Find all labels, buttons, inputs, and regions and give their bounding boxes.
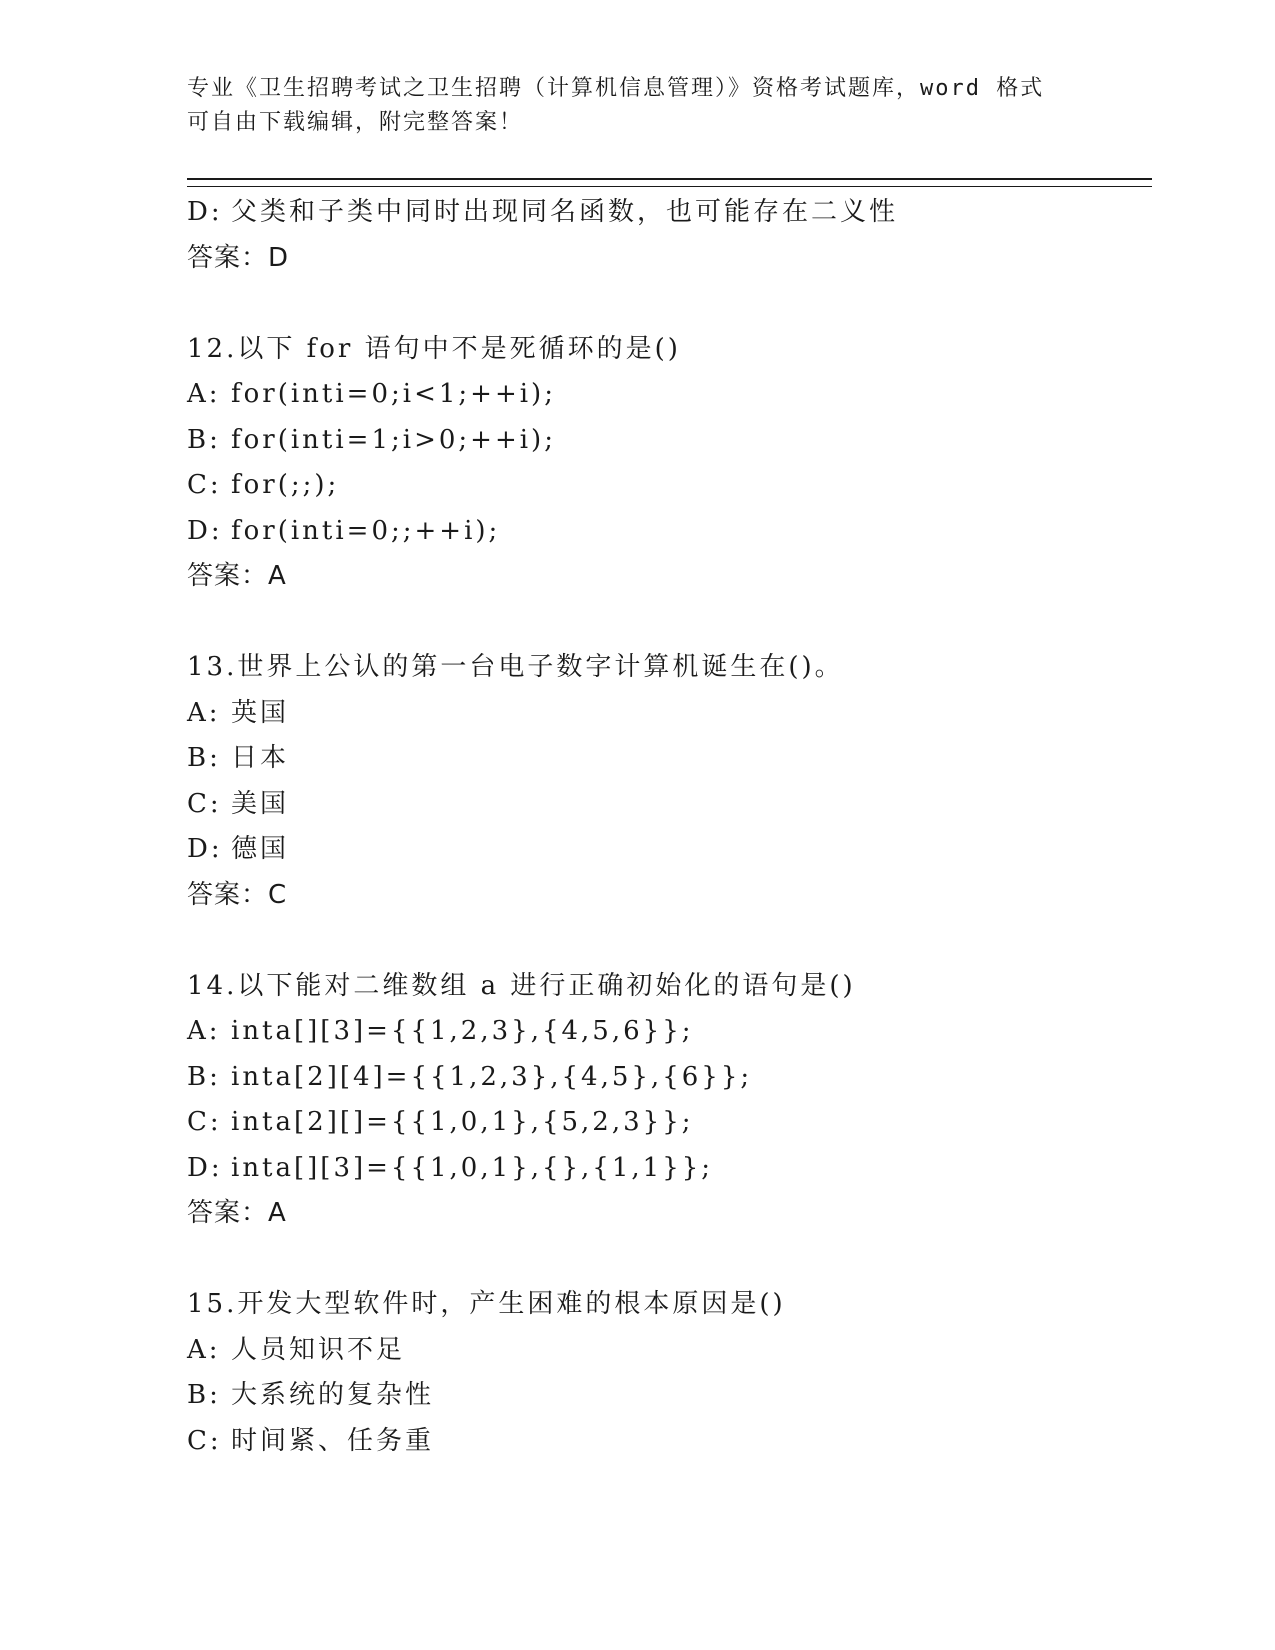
option-key: A: [187,1016,221,1046]
option-text: for(inti=1;i>0;++i); [231,424,556,455]
question-stem: 14.以下能对二维数组 a 进行正确初始化的语句是() [187,970,856,1001]
answer-label: 答案： [187,561,269,591]
option-text: 时间紧、任务重 [231,1425,435,1456]
option-key: A: [187,379,221,409]
question-stem: 15.开发大型软件时，产生困难的根本原因是() [187,1289,786,1319]
answer-label: 答案： [187,879,269,910]
answer-value: D [268,242,290,273]
answer-value: C [268,879,288,910]
option-key: D: [187,1152,223,1183]
option-text: inta[2][4]={{1,2,3},{4,5},{6}}; [231,1061,753,1092]
answer-line [187,554,1152,600]
option-key: C: [187,1107,222,1137]
answer-value: A [268,1198,287,1228]
option-c [187,782,1152,828]
page-header [187,72,1087,140]
option-text: inta[][3]={{1,0,1},{},{1,1}}; [231,1152,714,1183]
header-line-1: 专业《卫生招聘考试之卫生招聘（计算机信息管理）》资格考试题库，word 格式 [187,76,1045,101]
option-d [187,1146,1152,1192]
question-block-11 [187,190,1152,281]
option-b [187,736,1152,782]
answer-label: 答案： [187,242,269,273]
option-c [187,463,1152,509]
header-line-2: 可自由下载编辑，附完整答案！ [187,110,524,135]
option-key: A: [187,1334,221,1365]
option-key: B: [187,1061,221,1092]
option-key: C: [187,470,222,500]
option-b [187,1373,1152,1419]
header-divider [187,178,1152,187]
question-list [187,190,1152,1464]
option-key: D: [187,515,223,546]
option-a [187,372,1152,418]
option-text: 大系统的复杂性 [231,1380,435,1410]
option-text: inta[][3]={{1,2,3},{4,5,6}}; [231,1016,694,1046]
answer-label: 答案： [187,1198,269,1228]
option-key: D: [187,834,223,864]
option-c [187,1419,1152,1465]
answer-line [187,1191,1152,1237]
option-key: B: [187,1380,221,1410]
answer-line [187,873,1152,919]
option-a [187,1328,1152,1374]
option-d [187,827,1152,873]
option-a [187,691,1152,737]
option-b [187,418,1152,464]
option-a [187,1009,1152,1055]
option-d [187,509,1152,555]
option-key: A: [187,697,221,728]
option-text: 日本 [231,743,290,773]
option-text: for(;;); [231,470,340,500]
question-block-13 [187,645,1152,918]
option-key: C: [187,1425,222,1456]
answer-line [187,236,1152,282]
question-block-14 [187,964,1152,1237]
option-text: for(inti=0;;++i); [231,515,501,546]
question-block-15 [187,1282,1152,1464]
option-key: B: [187,743,221,773]
option-text: inta[2][]={{1,0,1},{5,2,3}}; [231,1107,694,1137]
question-block-12 [187,327,1152,600]
option-text: 人员知识不足 [231,1334,406,1365]
option-text: for(inti=0;i<1;++i); [231,379,556,409]
option-c [187,1100,1152,1146]
option-key: D: [187,197,223,227]
question-stem: 12.以下 for 语句中不是死循环的是() [187,333,681,364]
option-d [187,190,1152,236]
option-key: C: [187,788,222,819]
option-key: B: [187,424,221,455]
option-text: 德国 [231,834,290,864]
option-text: 英国 [231,697,290,728]
answer-value: A [268,561,287,591]
question-stem: 13.世界上公认的第一台电子数字计算机诞生在()。 [187,652,844,682]
option-text: 父类和子类中同时出现同名函数，也可能存在二义性 [231,197,899,227]
option-b [187,1055,1152,1101]
option-text: 美国 [231,788,290,819]
